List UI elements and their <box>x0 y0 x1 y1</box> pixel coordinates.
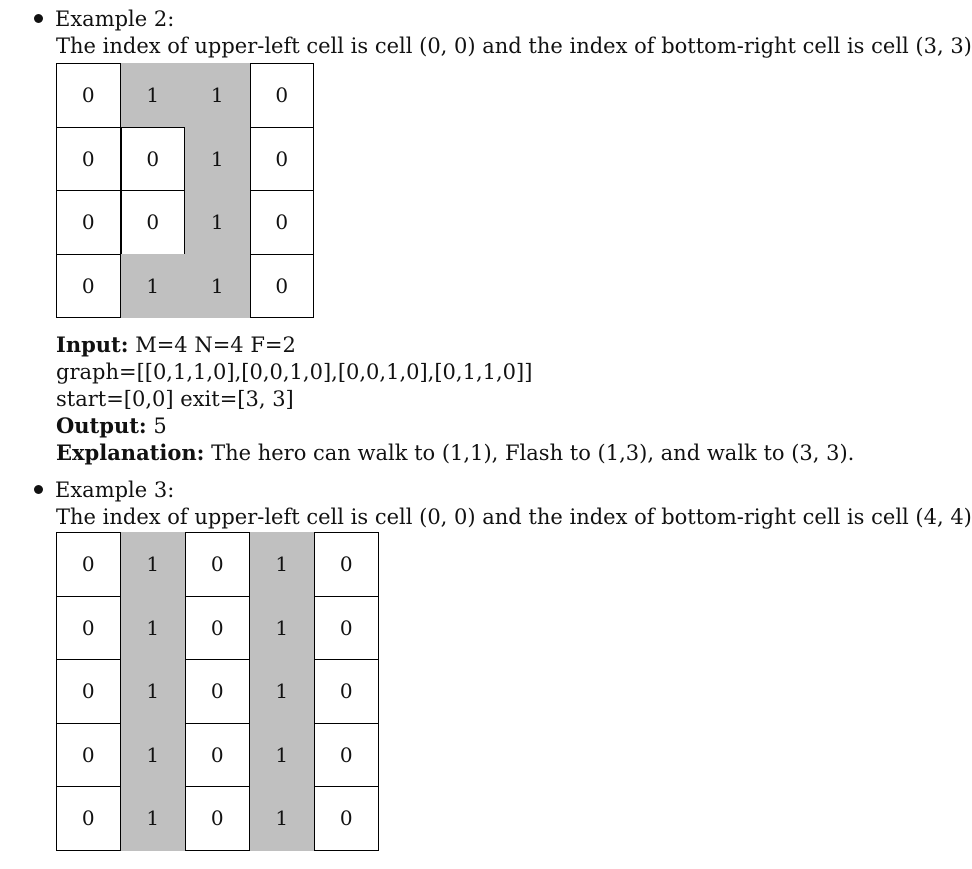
explanation-label: Explanation: <box>56 440 205 465</box>
example-2-cell-0-2: 1 <box>185 63 250 128</box>
example-2-cell-2-2: 1 <box>185 190 250 255</box>
example-2-title: Example 2: <box>55 7 175 31</box>
example-3-cell-4-4: 0 <box>314 786 379 851</box>
example-3-cell-0-0: 0 <box>56 532 121 597</box>
example-2-cell-2-3: 0 <box>250 190 315 255</box>
example-3-cell-2-3: 1 <box>250 659 315 724</box>
example-3-cell-2-4: 0 <box>314 659 379 724</box>
example-2-cell-1-1: 0 <box>121 127 186 192</box>
example-3-cell-4-0: 0 <box>56 786 121 851</box>
example-2-output-line <box>56 413 167 439</box>
example-3-cell-3-0: 0 <box>56 723 121 788</box>
example-2-cell-3-0: 0 <box>56 254 121 319</box>
example-2-cell-3-2: 1 <box>185 254 250 319</box>
example-3-cell-3-4: 0 <box>314 723 379 788</box>
example-2-cell-1-3: 0 <box>250 127 315 192</box>
example-3-cell-4-3: 1 <box>250 786 315 851</box>
example-3-cell-2-2: 0 <box>185 659 250 724</box>
example-3-index-note: The index of upper-left cell is cell (0, 0) and the index of bottom-right cell is cell (4, 4) <box>56 505 972 529</box>
example-2-cell-1-2: 1 <box>185 127 250 192</box>
example-2-cell-0-0: 0 <box>56 63 121 128</box>
bullet-icon <box>34 14 43 23</box>
example-3-cell-0-2: 0 <box>185 532 250 597</box>
example-3-cell-3-3: 1 <box>250 723 315 788</box>
example-3-cell-3-1: 1 <box>121 723 186 788</box>
example-2-cell-2-1: 0 <box>121 190 186 255</box>
example-3-heading <box>34 477 174 503</box>
bullet-icon <box>34 485 43 494</box>
example-3-cell-2-0: 0 <box>56 659 121 724</box>
example-2-input-line <box>56 332 296 358</box>
example-3-cell-1-0: 0 <box>56 596 121 661</box>
example-3-cell-0-4: 0 <box>314 532 379 597</box>
explanation-text: The hero can walk to (1,1), Flash to (1,3), and walk to (3, 3). <box>211 441 855 465</box>
example-3-cell-1-4: 0 <box>314 596 379 661</box>
output-label: Output: <box>56 413 147 438</box>
example-2-cell-0-1: 1 <box>121 63 186 128</box>
example-3-cell-1-3: 1 <box>250 596 315 661</box>
input-value: M=4 N=4 F=2 <box>135 333 296 357</box>
example-2-graph-line: graph=[[0,1,1,0],[0,0,1,0],[0,0,1,0],[0,1,1,0]] <box>56 360 533 384</box>
example-3-cell-4-2: 0 <box>185 786 250 851</box>
example-2-heading <box>34 6 174 32</box>
example-2-grid <box>56 63 314 317</box>
example-3-cell-1-2: 0 <box>185 596 250 661</box>
example-2-cell-0-3: 0 <box>250 63 315 128</box>
example-2-start-exit-line: start=[0,0] exit=[3, 3] <box>56 387 294 411</box>
example-2-index-note: The index of upper-left cell is cell (0, 0) and the index of bottom-right cell is cell (3, 3) <box>56 34 972 58</box>
example-2-explanation-line <box>56 440 854 466</box>
example-2-cell-1-0: 0 <box>56 127 121 192</box>
example-3-cell-2-1: 1 <box>121 659 186 724</box>
example-3-cell-4-1: 1 <box>121 786 186 851</box>
example-2-cell-3-1: 1 <box>121 254 186 319</box>
example-2-cell-2-0: 0 <box>56 190 121 255</box>
output-value: 5 <box>153 414 167 438</box>
example-3-cell-0-3: 1 <box>250 532 315 597</box>
example-3-cell-0-1: 1 <box>121 532 186 597</box>
example-3-grid <box>56 532 379 850</box>
input-label: Input: <box>56 332 129 357</box>
example-3-cell-3-2: 0 <box>185 723 250 788</box>
example-3-title: Example 3: <box>55 478 175 502</box>
example-3-cell-1-1: 1 <box>121 596 186 661</box>
example-2-cell-3-3: 0 <box>250 254 315 319</box>
